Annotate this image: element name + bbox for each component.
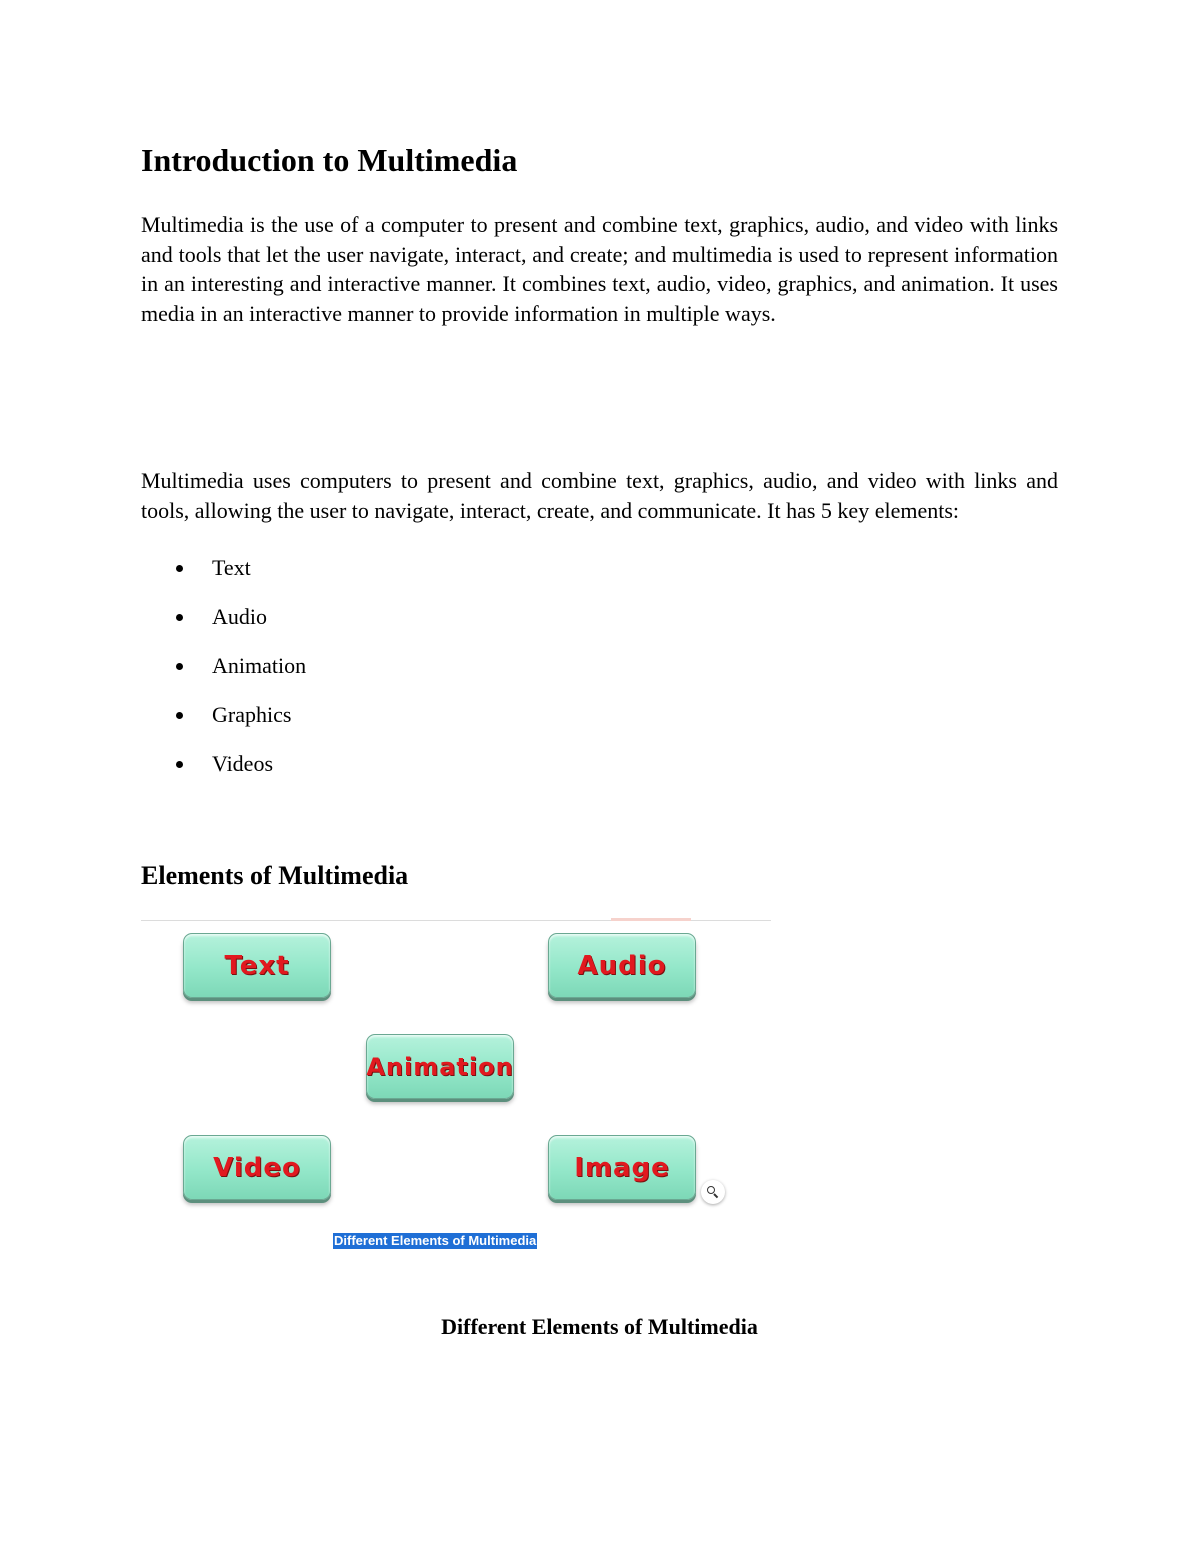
animation-element-button: Animation (366, 1034, 514, 1099)
key-elements-list (141, 553, 306, 798)
handle-shape (713, 1193, 718, 1198)
intro-paragraph: Multimedia is the use of a computer to present and combine text, graphics, audio, and video with links and tools that let the user navigate, interact, and create; and multimedia is used to represent information in an interesting and interactive manner. It combines text, audio, video, graphics, and animation. It uses media in an interactive manner to provide information in multiple ways. (141, 212, 1058, 326)
selected-caption-text: Different Elements of Multimedia (334, 1233, 537, 1248)
list-item (141, 602, 306, 651)
text-element-button: Text (183, 933, 331, 998)
bullet-icon (176, 565, 183, 572)
zoom-in-icon[interactable] (701, 1180, 725, 1204)
video-element-button: Video (183, 1135, 331, 1200)
list-item-label: Audio (212, 604, 267, 629)
list-item (141, 651, 306, 700)
list-item (141, 553, 306, 602)
bullet-icon (176, 663, 183, 670)
elements-paragraph: Multimedia uses computers to present and combine text, graphics, audio, and video with links and tools, allowing the user to navigate, interact, create, and communicate. It has 5 key elements: (141, 468, 1058, 523)
audio-element-button: Audio (548, 933, 696, 998)
list-item-label: Animation (212, 653, 307, 678)
bullet-icon (176, 761, 183, 768)
list-item-label: Text (212, 555, 251, 580)
bullet-icon (176, 614, 183, 621)
bullet-icon (176, 712, 183, 719)
page-title: Introduction to Multimedia (141, 142, 518, 178)
section-heading: Elements of Multimedia (141, 861, 409, 890)
faint-mark (611, 918, 691, 921)
list-item-label: Videos (212, 751, 274, 776)
list-item (141, 700, 306, 749)
figure-caption: Different Elements of Multimedia (441, 1314, 758, 1339)
list-item-label: Graphics (212, 702, 292, 727)
elements-figure (141, 920, 771, 1261)
image-element-button: Image (548, 1135, 696, 1200)
list-item (141, 749, 306, 798)
